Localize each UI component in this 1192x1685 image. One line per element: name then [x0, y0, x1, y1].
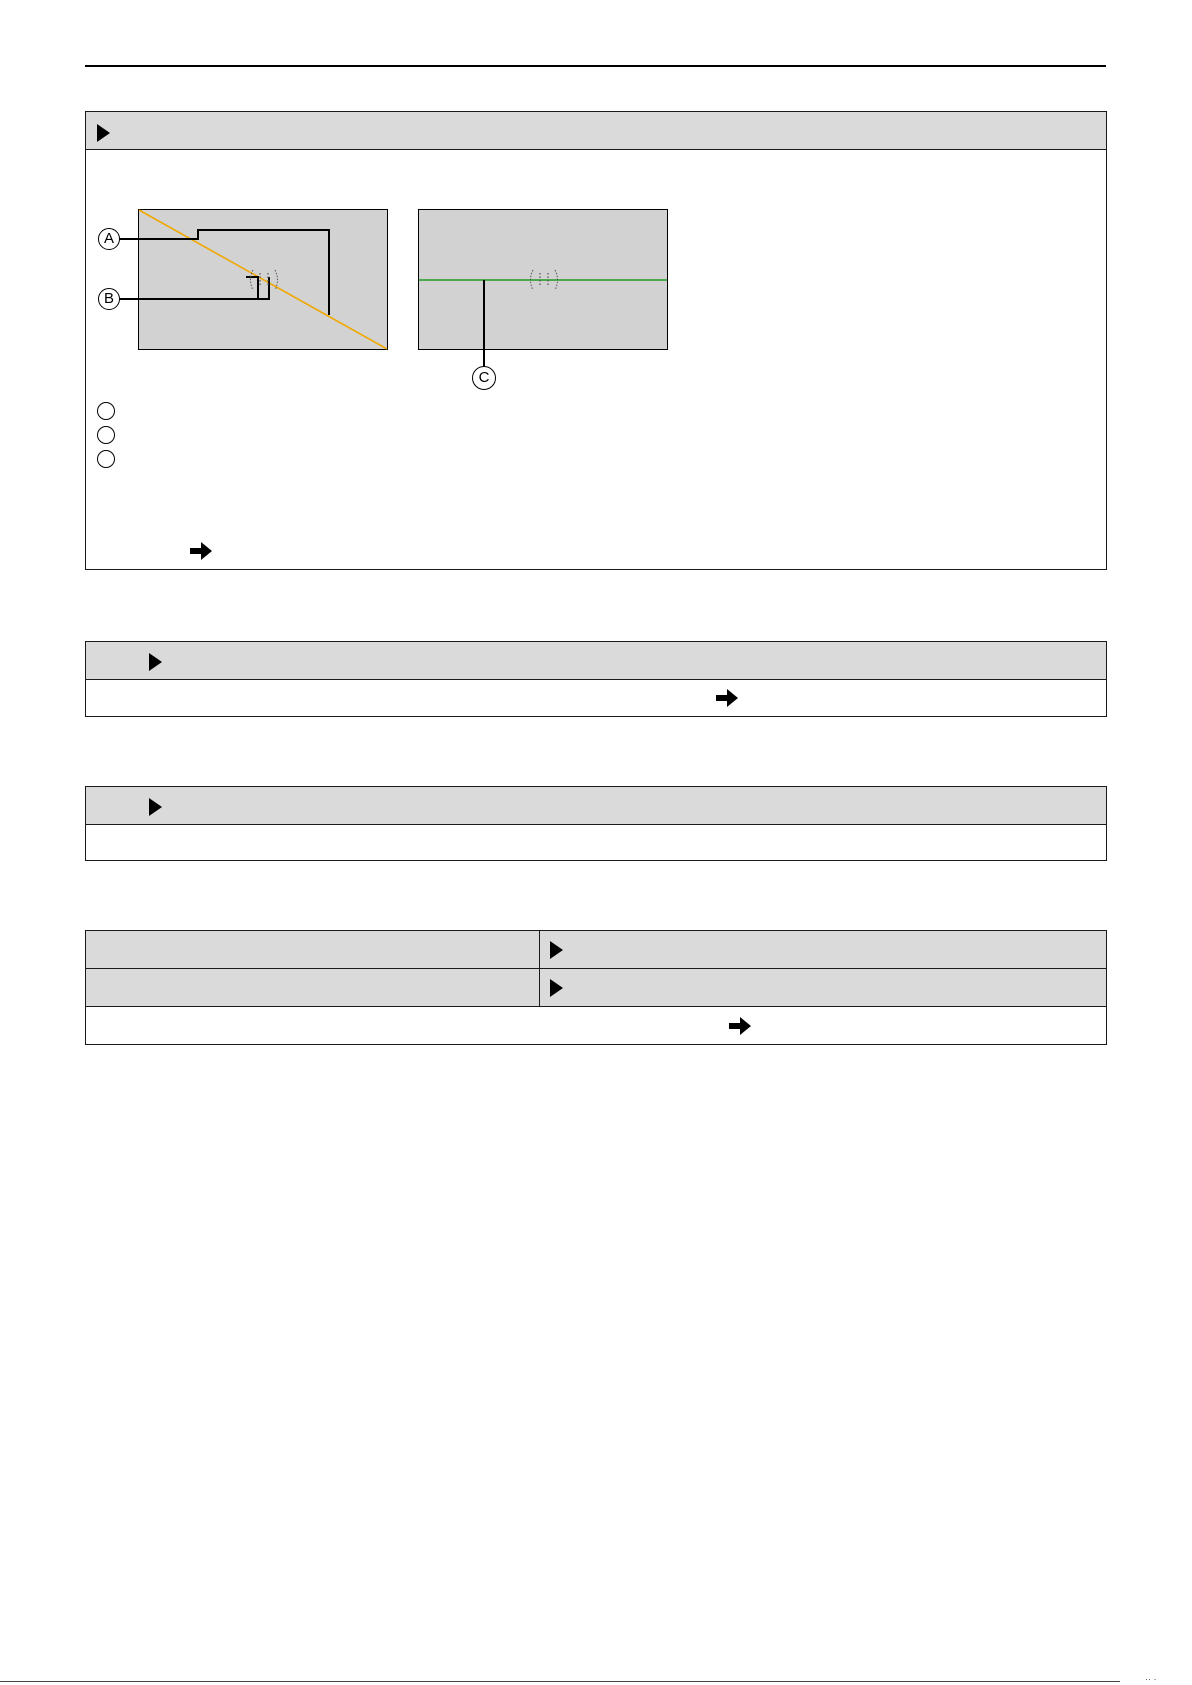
play-triangle-icon — [149, 798, 162, 816]
level-diagram-overlay — [86, 112, 1106, 412]
play-triangle-icon — [550, 979, 563, 997]
table-header-bar — [86, 642, 1106, 680]
footer-mark: ·· · — [1145, 1674, 1157, 1684]
right-arrow-icon — [729, 1017, 753, 1035]
footer-rule — [0, 1681, 1120, 1682]
table-header-bar — [86, 787, 1106, 825]
header-rule — [85, 65, 1106, 67]
table-row-bar — [86, 969, 1106, 1007]
right-arrow-icon — [716, 689, 740, 707]
column-divider — [539, 931, 540, 1007]
callout-a-letter: A — [103, 230, 114, 247]
play-triangle-icon — [149, 653, 162, 671]
level-gauge-section — [85, 111, 1107, 570]
legend-circle-icon — [97, 426, 115, 444]
play-triangle-icon — [550, 941, 563, 959]
right-arrow-icon — [190, 542, 214, 560]
info-table-2 — [85, 786, 1107, 861]
callout-b-letter: B — [103, 290, 114, 307]
info-table-3 — [85, 930, 1107, 1045]
callout-c-letter: C — [478, 369, 490, 386]
info-table-1 — [85, 641, 1107, 717]
legend-circle-icon — [97, 450, 115, 468]
legend-circle-icon — [97, 402, 115, 420]
table-row-bar — [86, 931, 1106, 969]
